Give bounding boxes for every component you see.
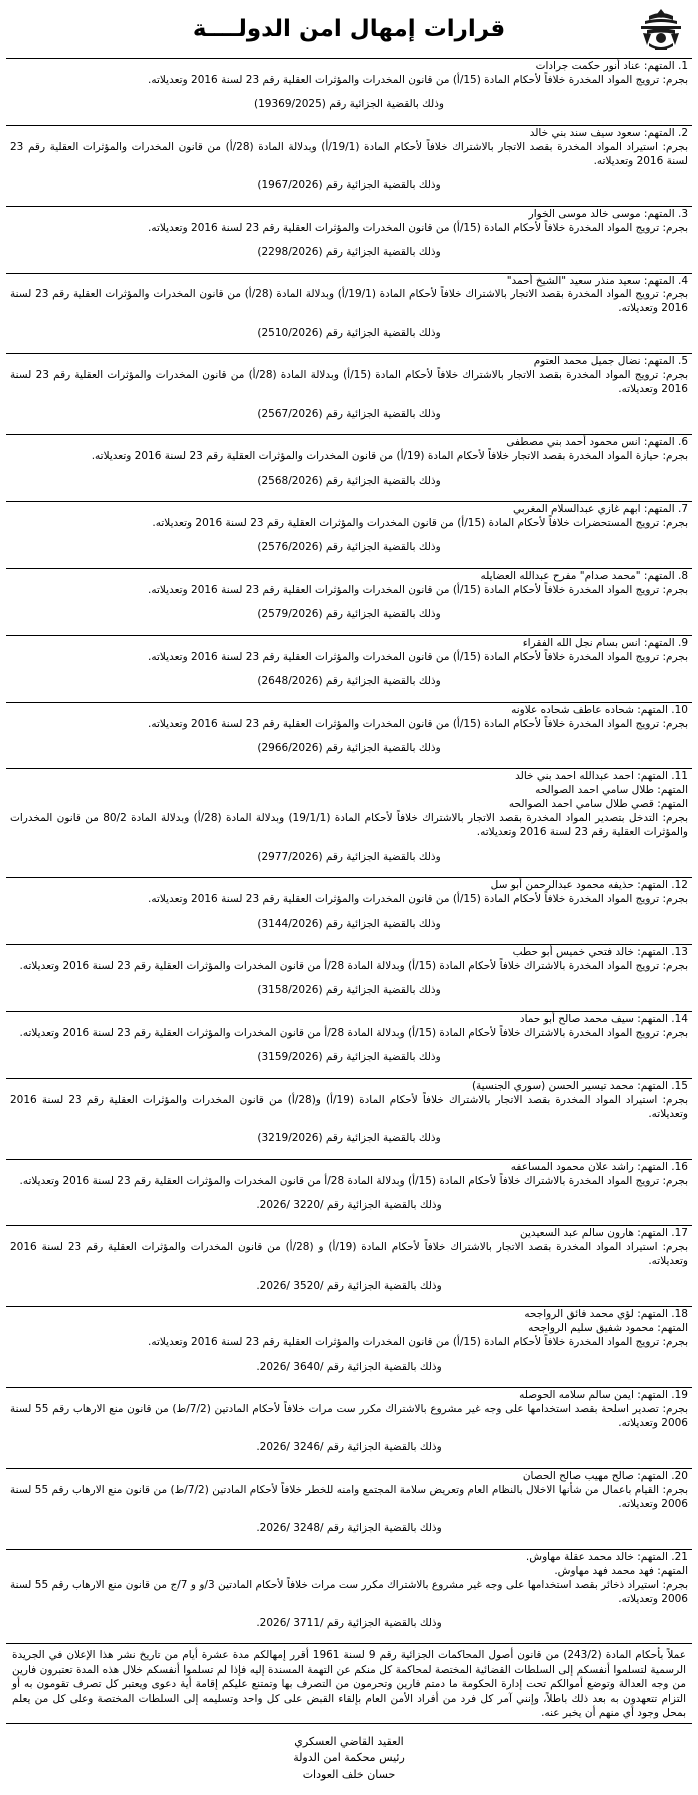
defendant-line: المتهم: طلال سامي احمد الصوالحه: [535, 784, 688, 797]
list-item: [6, 1160, 692, 1227]
charge-line: بجرم: استيراد ذخائر بقصد استخدامها على وجه غير مشروع بالاشتراك مكرر ست مرات خلافاً لأحكام المادتين 3/و و 7/ج من قانون منع الارهاب رقم 55 لسنة 2006 وتعديلاته.: [10, 1578, 688, 1605]
charge-line: بجرم: ترويج المواد المخدرة خلافاً لأحكام المادة (15/أ) من قانون المخدرات والمؤثرات العقلية رقم 23 لسنة 2016 وتعديلاته.: [148, 1336, 688, 1349]
list-item: [6, 502, 692, 569]
charge-line: بجرم: ترويج المواد المخدرة خلافاً لأحكام المادة (15/أ) من قانون المخدرات والمؤثرات العقلية رقم 23 لسنة 2016 وتعديلاته.: [148, 221, 688, 234]
defendant-line: 17. المتهم: هارون سالم عبد السعيدين: [520, 1227, 688, 1240]
case-number: وذلك بالقضية الجزائية رقم (1967/2026): [257, 179, 441, 192]
charge-line: بجرم: ترويج المواد المخدرة بقصد الاتجار بالاشتراك خلافاً لأحكام المادة (19/1/أ) وبدلالة المادة (28/أ) من قانون المخدرات والمؤثرات العقلية رقم 23 لسنة 2016 وتعديلاته.: [10, 288, 688, 315]
charge-line: بجرم: التدخل بتصدير المواد المخدرة بقصد الاتجار بالاشتراك خلافاً لأحكام المادة (19/1/1) وبدلالة المادة (28/أ) وبدلالة المادة 80/2 من قانون المخدرات والمؤثرات العقلية رقم 23 لسنة 2016 وتعديلاته.: [10, 812, 688, 839]
list-item: [6, 569, 692, 636]
defendant-line: 8. المتهم: "محمد صدام" مفرح عبدالله العضايله: [480, 569, 688, 582]
list-item: [6, 59, 692, 126]
defendant-line: 21. المتهم: خالد محمد عقلة مهاوش.: [525, 1550, 688, 1563]
list-item: [6, 207, 692, 274]
jordan-state-emblem-icon: [634, 6, 688, 52]
defendant-line: 7. المتهم: ابهم غازي عبدالسلام المغربي: [513, 503, 688, 516]
charge-line: بجرم: ترويج المواد المخدرة بالاشتراك خلافاً لأحكام المادة (15/أ) وبدلالة المادة 28/أ من قانون المخدرات والمؤثرات العقلية رقم 23 لسنة 2016 وتعديلاته.: [19, 1026, 688, 1039]
signatory-name: حسان خلف العودات: [302, 1767, 396, 1781]
defendant-line: 20. المتهم: صالح مهيب صالح الحصان: [522, 1469, 688, 1482]
charge-line: بجرم: تصدير اسلحة بقصد استخدامها على وجه غير مشروع بالاشتراك مكرر ست مرات خلافاً لأحكام المادتين (7/2/ط) من قانون منع الارهاب رقم 55 لسنة 2006 وتعديلاته.: [10, 1403, 688, 1429]
document-header: [6, 4, 692, 56]
signature-block: [6, 1724, 692, 1790]
signatory-title: رئيس محكمة امن الدولة: [293, 1751, 405, 1765]
list-item: [6, 354, 692, 435]
case-number: وذلك بالقضية الجزائية رقم (2510/2026): [257, 326, 441, 339]
charge-line: بجرم: ترويج المواد المخدرة بالاشتراك خلافاً لأحكام المادة (15/أ) وبدلالة المادة 28/أ من قانون المخدرات والمؤثرات العقلية رقم 23 لسنة 2016 وتعديلاته.: [19, 1174, 688, 1187]
list-item: [6, 878, 692, 945]
defendant-line: 12. المتهم: حذيفه محمود عبدالرحمن أبو سل: [490, 879, 688, 892]
charge-line: بجرم: ترويج المستحضرات خلافاً لأحكام المادة (15/أ) من قانون المخدرات والمؤثرات العقلية رقم 23 لسنة 2016 وتعديلاته.: [152, 516, 688, 529]
header-spacer: [10, 6, 64, 52]
case-number: وذلك بالقضية الجزائية رقم /3640 /2026.: [256, 1360, 442, 1373]
list-item: [6, 274, 692, 355]
case-number: وذلك بالقضية الجزائية رقم (2579/2026): [257, 608, 441, 621]
case-number: وذلك بالقضية الجزائية رقم (2966/2026): [257, 742, 441, 754]
legal-notice: عملاً بأحكام المادة (243/2) من قانون أصول المحاكمات الجزائية رقم 9 لسنة 1961 أقرر إمهالكم مدة عشرة أيام من تاريخ نشر هذا الإعلان في الجريدة الرسمية لتسلموا أنفسكم إلى السلطات القضائية المختصة لمحاكمة كل منكم عن التهمة المسندة إليه فإذا لم تسلموا أنفسكم خلال هذه المدة تعتبرون فارين من وجه العدالة وتوضع أموالكم تحت إدارة الحكومة ما دمتم فارين وتحرمون من التصرف بها وتمتنع عليكم إقامة أية دعوى ويعتبر كل تصرف تقومون به أو التزام تتعهدون به بعد ذلك باطلاً، وإنني آمر كل فرد من أفراد الأمن العام بإلقاء القبض على كل واحد وتسليمه إلى السلطات المختصة وعلى كل من يعلم بمحل وجود أي منهم أن يخبر عنه.: [6, 1644, 692, 1723]
defendant-line: 2. المتهم: سعود سيف سند بني خالد: [529, 126, 688, 139]
page-title-wrap: [74, 16, 624, 42]
defendant-line: 9. المتهم: انس بسام نجل الله الفقراء: [522, 636, 688, 649]
case-number: وذلك بالقضية الجزائية رقم /3711 /2026.: [256, 1616, 442, 1629]
list-item: [6, 1307, 692, 1388]
charge-line: بجرم: استيراد المواد المخدرة بقصد الاتجار بالاشتراك خلافاً لأحكام المادة (19/أ) و (28/أ) من قانون المخدرات والمؤثرات العقلية رقم 23 لسنة 2016 وتعديلاته.: [10, 1241, 688, 1268]
charge-line: بجرم: استيراد المواد المخدرة بقصد الاتجار بالاشتراك خلافاً لأحكام المادة (19/1/أ) وبدلالة المادة (28/أ) من قانون المخدرات والمؤثرات العقلية رقم 23 لسنة 2016 وتعديلاته.: [10, 140, 689, 167]
case-number: وذلك بالقضية الجزائية رقم /3220 /2026.: [256, 1198, 442, 1211]
defendant-line: 3. المتهم: موسى خالد موسى الخوار: [528, 207, 688, 220]
defendant-line: 1. المتهم: عناد أنور حكمت جرادات: [535, 60, 688, 72]
case-number: وذلك بالقضية الجزائية رقم (2977/2026): [257, 850, 441, 863]
defendant-line: 6. المتهم: انس محمود أحمد بني مصطفى: [506, 436, 688, 449]
charge-line: بجرم: ترويج المواد المخدرة بالاشتراك خلافاً لأحكام المادة (15/أ) وبدلالة المادة 28/أ من قانون المخدرات والمؤثرات العقلية رقم 23 لسنة 2016 وتعديلاته.: [19, 959, 688, 972]
charge-line: بجرم: استيراد المواد المخدرة بقصد الاتجار بالاشتراك خلافاً لأحكام المادة (19/أ) و(28/أ) من قانون المخدرات والمؤثرات العقلية رقم 23 لسنة 2016 وتعديلاته.: [10, 1093, 688, 1120]
case-number: وذلك بالقضية الجزائية رقم (2576/2026): [257, 541, 441, 554]
case-number: وذلك بالقضية الجزائية رقم (19369/2025): [254, 98, 444, 111]
case-number: وذلك بالقضية الجزائية رقم (2568/2026): [257, 474, 441, 487]
charge-line: بجرم: ترويج المواد المخدرة خلافاً لأحكام المادة (15/أ) من قانون المخدرات والمؤثرات العقلية رقم 23 لسنة 2016 وتعديلاته.: [148, 893, 688, 906]
defendant-line: 11. المتهم: احمد عبدالله احمد بني خالد: [515, 770, 688, 783]
case-number: وذلك بالقضية الجزائية رقم /3246 /2026.: [256, 1441, 442, 1454]
charge-line: بجرم: القيام باعمال من شأنها الاخلال بالنظام العام وتعريض سلامة المجتمع وامنه للخطر خلافاً لأحكام المادتين (7/2/ط) من قانون منع الارهاب رقم 55 لسنة 2006 وتعديلاته.: [10, 1483, 688, 1510]
case-number: وذلك بالقضية الجزائية رقم (2648/2026): [257, 675, 441, 688]
case-number: وذلك بالقضية الجزائية رقم (3144/2026): [257, 917, 441, 930]
defendant-line: 5. المتهم: نضال جميل محمد العتوم: [533, 355, 688, 368]
list-item: [6, 636, 692, 703]
case-number: وذلك بالقضية الجزائية رقم /3248 /2026.: [256, 1522, 442, 1535]
list-item: [6, 769, 692, 878]
defendant-line: 15. المتهم: محمد تيسير الحسن (سوري الجنسية): [471, 1079, 688, 1092]
list-item: [6, 1226, 692, 1307]
decisions-list: [6, 58, 692, 1644]
defendant-line: 16. المتهم: راشد علان محمود المساعفه: [510, 1160, 688, 1173]
defendant-line: 14. المتهم: سيف محمد صالح أبو حماد: [519, 1012, 688, 1025]
list-item: [6, 945, 692, 1012]
case-number: وذلك بالقضية الجزائية رقم (3159/2026): [257, 1051, 441, 1064]
defendant-line: 4. المتهم: سعيد منذر سعيد "الشيخ أحمد": [506, 274, 688, 287]
charge-line: بجرم: حيازة المواد المخدرة بقصد الاتجار خلافاً لأحكام المادة (19/أ) من قانون المخدرات والمؤثرات العقلية رقم 23 لسنة 2016 وتعديلاته.: [91, 450, 688, 463]
list-item: [6, 435, 692, 502]
defendant-line: المتهم: قصي طلال سامي احمد الصوالحه: [508, 798, 688, 811]
list-item: [6, 1079, 692, 1160]
defendant-line: 18. المتهم: لؤي محمد فائق الرواجحه: [524, 1308, 688, 1321]
list-item: [6, 1469, 692, 1550]
list-item: [6, 1012, 692, 1079]
defendant-line: المتهم: محمود شفيق سليم الرواجحه: [528, 1322, 688, 1335]
page-title: قرارات إمهال امن الدولــــة: [192, 15, 506, 42]
charge-line: بجرم: ترويج المواد المخدرة بقصد الاتجار بالاشتراك خلافاً لأحكام المادة (15/أ) وبدلالة المادة (28/أ) من قانون المخدرات والمؤثرات العقلية رقم 23 لسنة 2016 وتعديلاته.: [10, 369, 689, 396]
list-item: [6, 1550, 692, 1645]
charge-line: بجرم: ترويج المواد المخدرة خلافاً لأحكام المادة (15/أ) من قانون المخدرات والمؤثرات العقلية رقم 23 لسنة 2016 وتعديلاته.: [148, 583, 688, 596]
case-number: وذلك بالقضية الجزائية رقم (2567/2026): [257, 407, 441, 420]
case-number: وذلك بالقضية الجزائية رقم /3520 /2026.: [256, 1279, 442, 1292]
charge-line: بجرم: ترويج المواد المخدرة خلافاً لأحكام المادة (15/أ) من قانون المخدرات والمؤثرات العقلية رقم 23 لسنة 2016 وتعديلاته.: [148, 717, 688, 730]
defendant-line: 19. المتهم: ايمن سالم سلامه الحوصله: [519, 1389, 688, 1402]
list-item: [6, 1388, 692, 1469]
charge-line: بجرم: ترويج المواد المخدرة خلافاً لأحكام المادة (15/أ) من قانون المخدرات والمؤثرات العقلية رقم 23 لسنة 2016 وتعديلاته.: [148, 73, 688, 86]
signatory-rank: العقيد القاضي العسكري: [294, 1734, 404, 1748]
charge-line: بجرم: ترويج المواد المخدرة خلافاً لأحكام المادة (15/أ) من قانون المخدرات والمؤثرات العقلية رقم 23 لسنة 2016 وتعديلاته.: [148, 650, 688, 663]
defendant-line: 10. المتهم: شحاده عاطف شحاده علاونه: [511, 703, 688, 716]
case-number: وذلك بالقضية الجزائية رقم (3219/2026): [257, 1132, 441, 1145]
list-item: [6, 703, 692, 770]
case-number: وذلك بالقضية الجزائية رقم (3158/2026): [257, 984, 441, 997]
defendant-line: المتهم: فهد محمد فهد مهاوش.: [554, 1564, 688, 1577]
defendant-line: 13. المتهم: خالد فتحي خميس أبو حطب: [512, 946, 688, 959]
list-item: [6, 126, 692, 207]
case-number: وذلك بالقضية الجزائية رقم (2298/2026): [257, 246, 441, 259]
